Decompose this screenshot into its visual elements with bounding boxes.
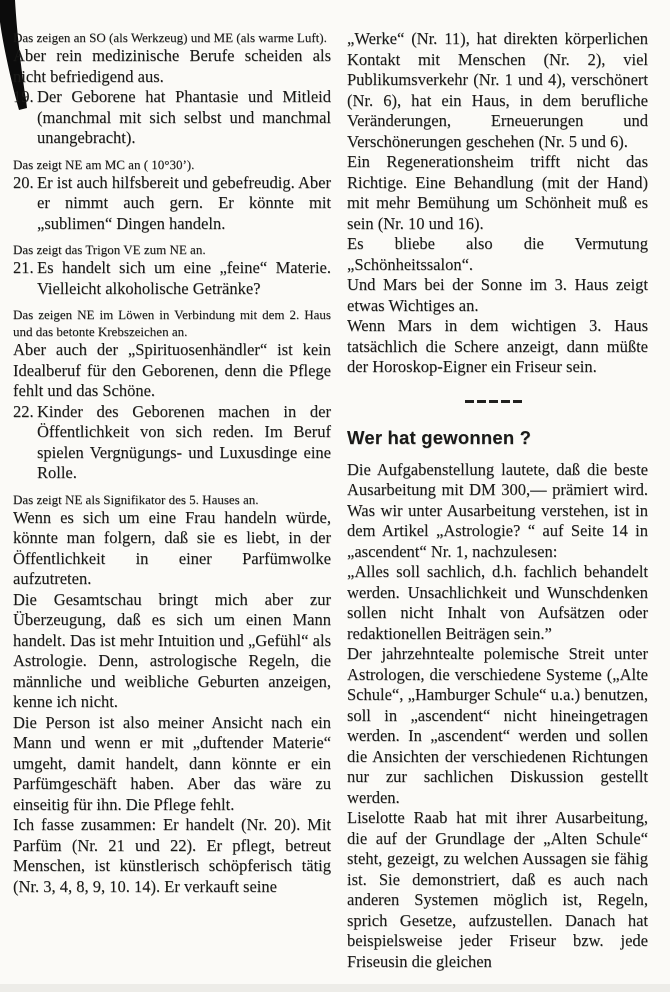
paragraph: Aber auch der „Spirituosenhändler“ ist kein Idealberuf für den Geborenen, denn die Pflege fehlt und das Schöne. [13, 340, 331, 400]
left-column [13, 29, 331, 897]
item-text: Es handelt sich um eine „feine“ Materie. Vielleicht alkoholische Getränke? [37, 258, 331, 298]
paragraph: Der jahrzehntealte polemische Streit unter Astrologen, die verschiedene Systeme („Alte Schule“, „Hamburger Schule“ u.a.) benutzen, soll in „ascendent“ nicht hineingetragen werden. In „ascendent“ werden und sollen die Ansichten der verschiedenen Richtungen nur zur sachlichen Diskussion gestellt werden. [347, 644, 648, 807]
numbered-item [13, 87, 331, 149]
paragraph: Die Person ist also meiner Ansicht nach ein Mann und wenn er mit „duftender Materie“ umgeht, damit handelt, dann könnte er ein Parfümgeschäft haben. Aber das wäre zu einseitig für ihn. Die Pflege fehlt. [13, 712, 331, 814]
margin-note: Das zeigt das Trigon VE zum NE an. [13, 242, 206, 257]
paragraph: Liselotte Raab hat mit ihrer Ausarbeitung, die auf der Grundlage der „Alten Schule“ steht, gezeigt, zu welchen Aussagen sie fähig ist. Sie demonstriert, daß es auch nach anderen Systemen möglich ist, Regeln, sprich Gesetze, aufzustellen. Danach hat beispielsweise jeder Friseur bzw. jede Friseusin die gleichen [347, 808, 648, 971]
paragraph: Es bliebe also die Vermutung „Schönheitssalon“. [347, 234, 648, 274]
numbered-item [13, 172, 331, 235]
paragraph: „Alles soll sachlich, d.h. fachlich behandelt werden. Unsachlichkeit und Wunschdenken sollen nicht Inhalt von Aufsätzen oder redaktionellen Beiträgen sein.” [347, 562, 648, 643]
paragraph: Die Gesamtschau bringt mich aber zur Überzeugung, daß es sich um einen Mann handelt. Das ist mehr Intuition und „Gefühl“ als Astrologie. Denn, astrologische Regeln, die männliche und weibliche Geburten anzeigen, kenne ich nicht. [13, 589, 331, 711]
margin-note: Das zeigen an SO (als Werkzeug) und ME (als warme Luft). [13, 30, 327, 45]
paragraph: Ich fasse zusammen: Er handelt (Nr. 20). Mit Parfüm (Nr. 21 und 22). Er pflegt, betreut Menschen, ist künstlerisch schöpferisch tätig (Nr. 3, 4, 8, 9, 10. 14). Er verkauft seine [13, 815, 331, 896]
margin-note: Das zeigt NE als Signifikator des 5. Hauses an. [13, 491, 259, 507]
paragraph: „Werke“ (Nr. 11), hat direkten körperlichen Kontakt mit Menschen (Nr. 2), viel Publikumsverkehr (Nr. 1 und 4), verschönert (Nr. 6), hat ein Haus, in dem berufliche Veränderungen, Erneuerungen und Verschönerungen geschehen (Nr. 5 und 6). [347, 29, 648, 151]
numbered-item [13, 401, 331, 484]
item-number: 20. [13, 172, 34, 192]
item-number: 22. [13, 401, 34, 421]
page-bottom-shadow [0, 984, 670, 992]
section-heading: Wer hat gewonnen ? [347, 426, 532, 448]
item-number: 21. [13, 258, 34, 277]
paragraph: Aber rein medizinische Berufe scheiden als nicht befriedigend aus. [13, 46, 331, 86]
paragraph: Wenn es sich um eine Frau handeln würde, könnte man folgern, daß sie es liebt, in der Öffentlichkeit in einer Parfümwolke aufzutreten. [13, 507, 331, 588]
item-text: Er ist auch hilfsbereit und gebefreudig. Aber er nimmt auch gern. Er könnte mit „sublimen“ Dingen handeln. [37, 172, 331, 233]
paragraph: Die Aufgabenstellung lautete, daß die beste Ausarbeitung mit DM 300,— prämiert wird. Was wir unter Ausarbeitung verstehen, ist in dem Artikel „Astrologie? “ auf Seite 14 in „ascendent“ Nr. 1, nachzulesen: [347, 459, 648, 561]
item-text: Der Geborene hat Phantasie und Mitleid (manchmal mit sich selbst und manchmal unangebracht). [37, 87, 331, 147]
paragraph: Und Mars bei der Sonne im 3. Haus zeigt etwas Wichtiges an. [347, 275, 648, 315]
item-number: 19. [13, 87, 34, 106]
margin-note: Das zeigen NE im Löwen in Verbindung mit dem 2. Haus und das betonte Krebszeichen an. [13, 307, 331, 339]
right-column [347, 29, 648, 972]
item-text: Kinder des Geborenen machen in der Öffentlichkeit von sich reden. Im Beruf spielen Vergnügungs- und Luxusdinge eine Rolle. [37, 401, 331, 482]
paragraph: Ein Regenerationsheim trifft nicht das Richtige. Eine Behandlung (mit der Hand) mit mehr Bemühung um Schönheit muß es sein (Nr. 10 und 16). [347, 152, 648, 233]
numbered-item [13, 258, 331, 299]
margin-note: Das zeigt NE am MC an ( 10°30’). [13, 156, 195, 172]
section-divider [465, 400, 523, 403]
paragraph: Wenn Mars in dem wichtigen 3. Haus tatsächlich die Schere anzeigt, dann müßte der Horoskop-Eigner ein Friseur sein. [347, 316, 648, 376]
